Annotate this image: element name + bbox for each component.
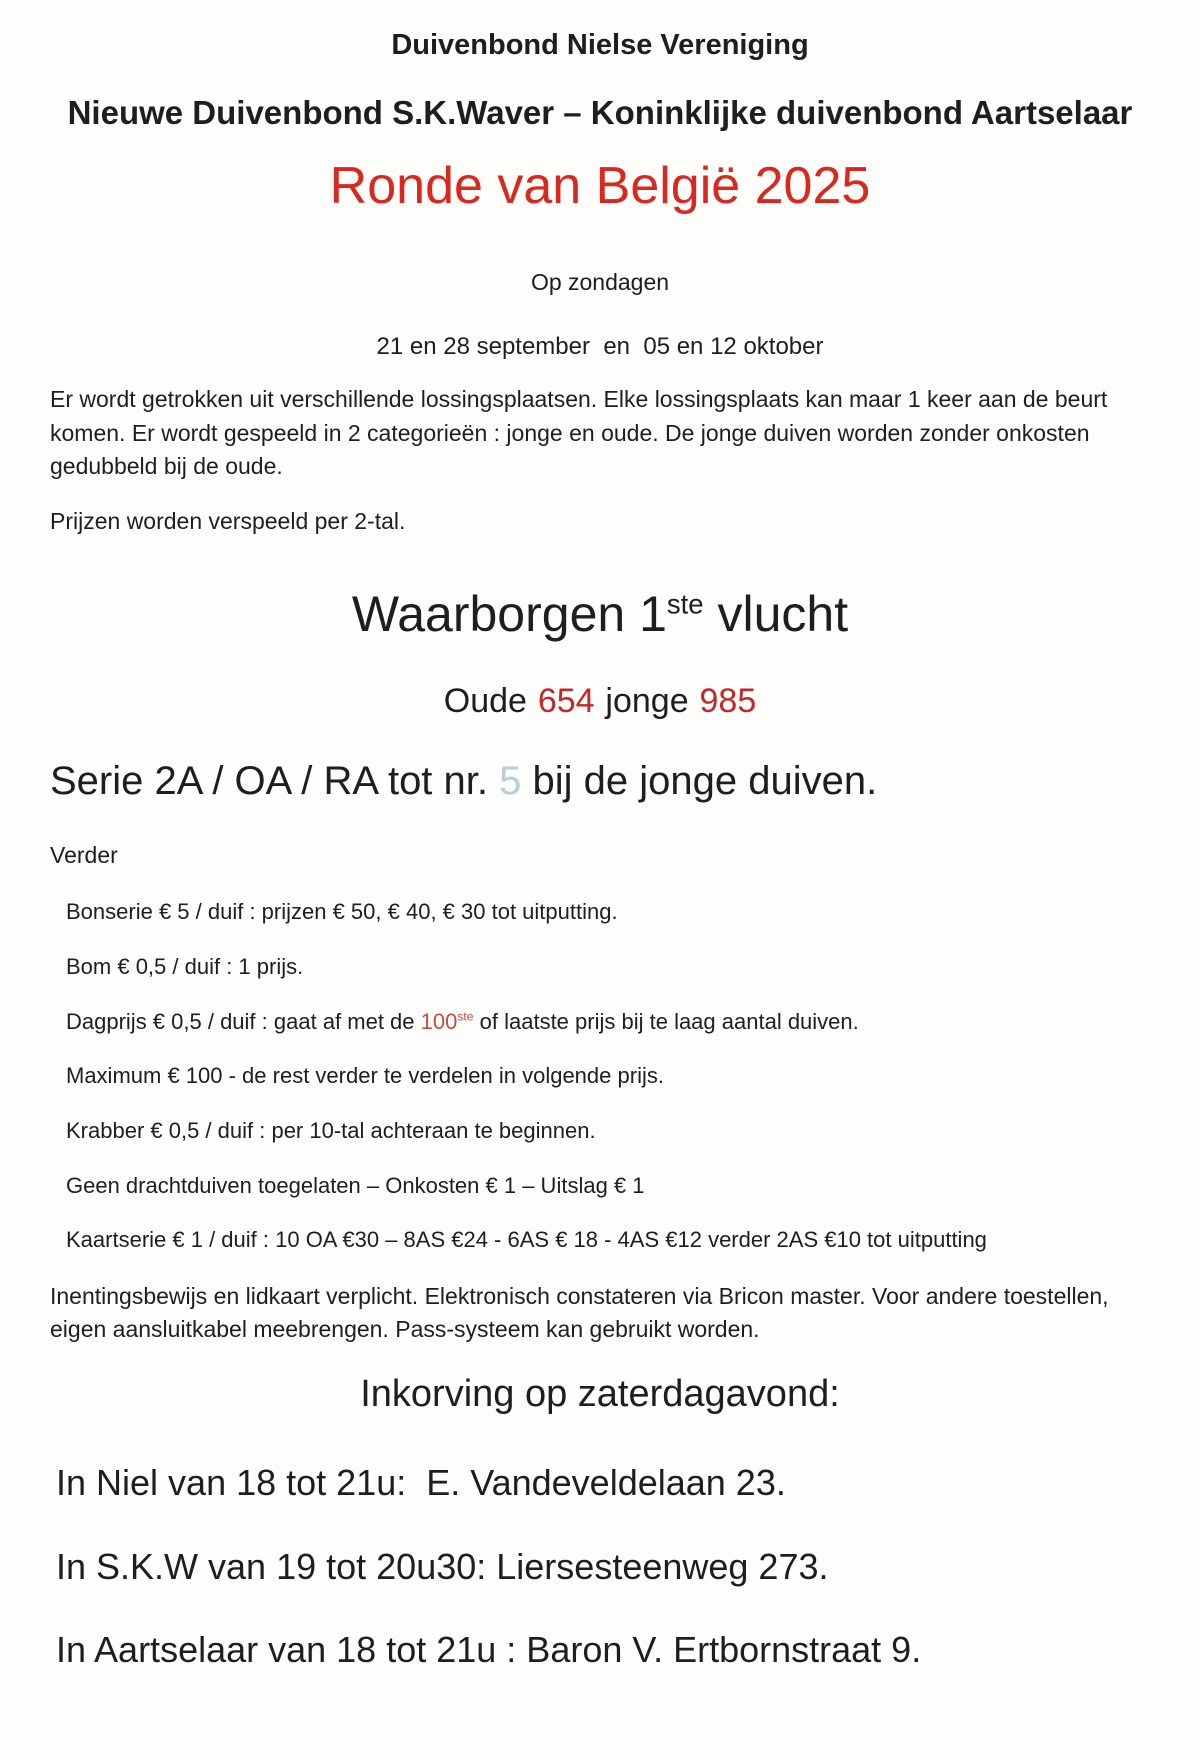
dagprijs-threshold-ordinal-suffix: ste (457, 1009, 474, 1024)
dagprijs-threshold-number: 100 (420, 1008, 458, 1034)
guarantees-heading-ordinal-suffix: ste (666, 588, 704, 620)
further-label: Verder (50, 842, 118, 869)
intro-paragraph: Er wordt getrokken uit verschillende lossingsplaatsen. Elke lossingsplaats kan maar 1 keer aan de beurt komen. Er wordt gespeeld in 2 categorieën : jonge en oude. De jonge duiven worden zonder onkosten gedubbeld bij de oude. (50, 386, 1108, 479)
series-condition-suffix: bij de jonge duiven. (532, 759, 878, 804)
guarantee-counts (50, 682, 1150, 721)
rule-bom: Bom € 0,5 / duif : 1 prijs. (66, 953, 304, 979)
equipment-note: Inentingsbewijs en lidkaart verplicht. Elektronisch constateren via Bricon master. Voor andere toestellen, eigen aansluitkabel meebrengen. Pass-systeem kan gebruikt worden. (50, 1283, 1109, 1343)
event-title: Ronde van België 2025 (329, 157, 871, 216)
series-limit-number: 5 (499, 759, 522, 804)
club-name-secondary: Nieuwe Duivenbond S.K.Waver – Koninklijke duivenbond Aartselaar (67, 93, 1133, 131)
guarantees-heading (50, 584, 1150, 644)
rule-no-breeding-pigeons: Geen drachtduiven toegelaten – Onkosten € 1 – Uitslag € 1 (66, 1172, 645, 1198)
rule-bonserie: Bonserie € 5 / duif : prijzen € 50, € 40, € 30 tot uitputting. (66, 899, 618, 925)
rule-kaartserie: Kaartserie € 1 / duif : 10 OA €30 – 8AS €24 - 6AS € 18 - 4AS €12 verder 2AS €10 tot uitputting (66, 1227, 987, 1253)
rules-list (50, 897, 1150, 1255)
basketing-heading: Inkorving op zaterdagavond: (360, 1372, 840, 1415)
rule-dagprijs-after: of laatste prijs bij te laag aantal duiven. (479, 1008, 859, 1034)
series-condition-prefix: Serie 2A / OA / RA tot nr. (50, 759, 489, 804)
club-name-primary: Duivenbond Nielse Vereniging (391, 29, 809, 61)
rule-dagprijs-before: Dagprijs € 0,5 / duif : gaat af met de (66, 1008, 415, 1034)
basketing-line-skw: In S.K.W van 19 tot 20u30: Liersesteenweg 273. (56, 1545, 829, 1587)
rule-maximum: Maximum € 100 - de rest verder te verdelen in volgende prijs. (66, 1063, 664, 1089)
basketing-locations (50, 1461, 1150, 1671)
jonge-count: 985 (699, 682, 757, 721)
series-condition-line (50, 757, 1150, 805)
rule-dagprijs (66, 1007, 1150, 1037)
jonge-label: jonge (605, 682, 689, 721)
rule-krabber: Krabber € 0,5 / duif : per 10-tal achteraan te beginnen. (66, 1117, 596, 1143)
prizes-note: Prijzen worden verspeeld per 2-tal. (50, 508, 406, 535)
guarantees-heading-tail: vlucht (717, 586, 849, 643)
oude-label: Oude (443, 682, 527, 721)
oude-count: 654 (537, 682, 595, 721)
schedule-day-note: Op zondagen (530, 269, 670, 296)
event-dates: 21 en 28 september en 05 en 12 oktober (376, 333, 824, 361)
basketing-line-niel: In Niel van 18 tot 21u: E. Vandeveldelaan 23. (56, 1462, 786, 1504)
dagprijs-threshold (421, 1009, 474, 1034)
basketing-line-aartselaar: In Aartselaar van 18 tot 21u : Baron V. Ertbornstraat 9. (56, 1628, 922, 1670)
guarantees-heading-main: Waarborgen 1 (351, 586, 667, 643)
